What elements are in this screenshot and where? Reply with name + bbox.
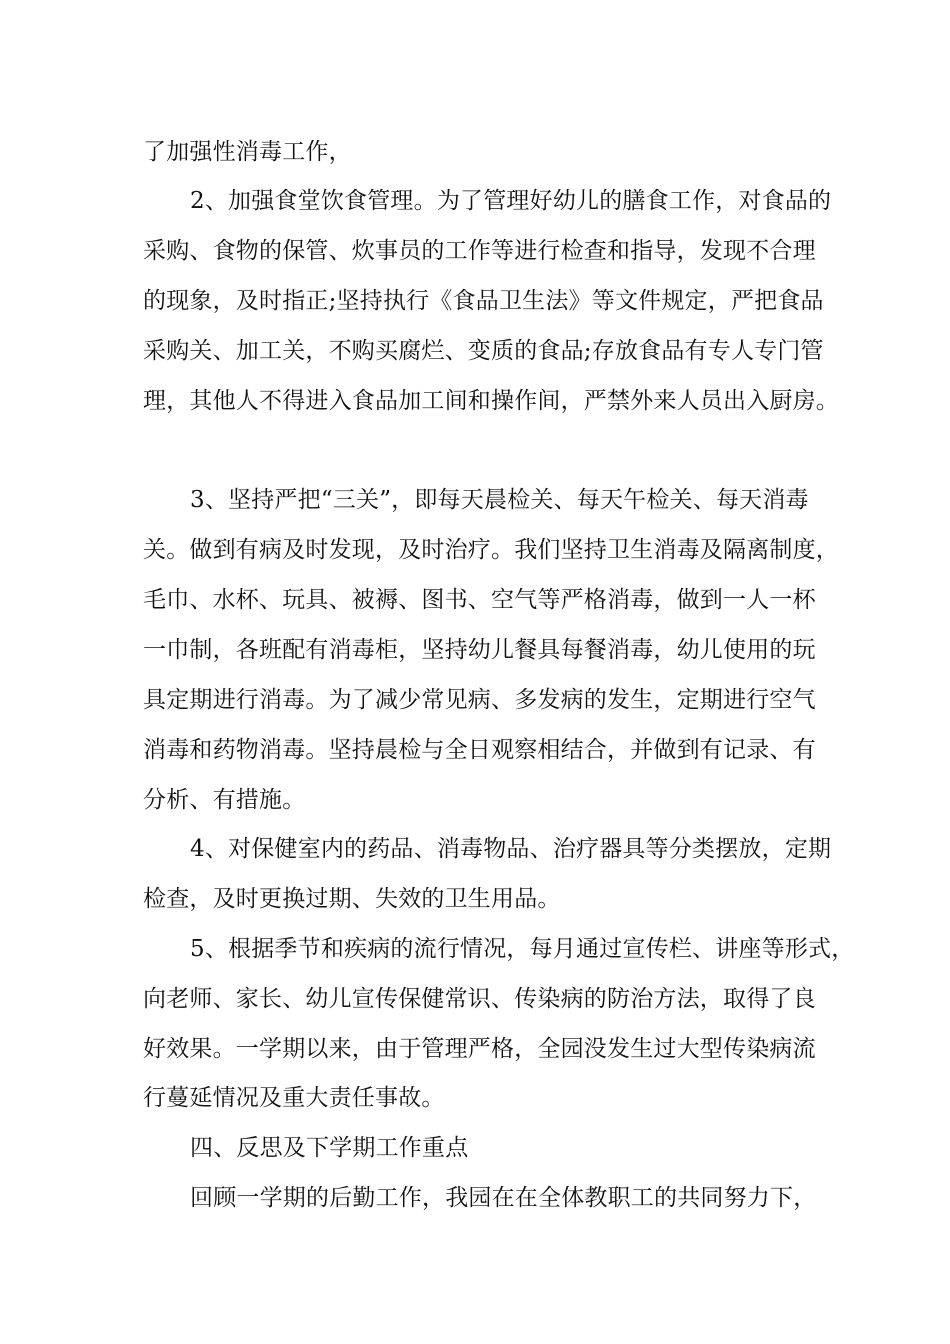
text-line: 行蔓延情况及重大责任事故。 <box>143 1085 445 1111</box>
text-line: 消毒和药物消毒。坚持晨检与全日观察相结合，并做到有记录、有 <box>143 737 816 763</box>
text-line: 的现象，及时指正;坚持执行《食品卫生法》等文件规定，严把食品 <box>143 288 824 314</box>
section-heading: 四、反思及下学期工作重点 <box>190 1135 469 1161</box>
text-line: 检查，及时更换过期、失效的卫生用品。 <box>143 886 561 912</box>
text-line: 回顾一学期的后勤工作，我园在在全体教职工的共同努力下， <box>190 1185 817 1211</box>
text-line: 一巾制，各班配有消毒柜，坚持幼儿餐具每餐消毒，幼儿使用的玩 <box>143 637 816 663</box>
text-line: 采购关、加工关，不购买腐烂、变质的食品;存放食品有专人专门管 <box>143 338 824 364</box>
text-line: 2、加强食堂饮食管理。为了管理好幼儿的膳食工作，对食品的 <box>190 188 832 214</box>
text-line: 好效果。一学期以来，由于管理严格，全园没发生过大型传染病流 <box>143 1036 816 1062</box>
text-line: 毛巾、水杯、玩具、被褥、图书、空气等严格消毒，做到一人一杯 <box>143 587 816 613</box>
text-line: 了加强性消毒工作， <box>143 139 352 165</box>
text-line: 关。做到有病及时发现，及时治疗。我们坚持卫生消毒及隔离制度， <box>143 537 839 563</box>
text-line: 5、根据季节和疾病的流行情况，每月通过宣传栏、讲座等形式， <box>190 936 855 962</box>
text-line: 4、对保健室内的药品、消毒物品、治疗器具等分类摆放，定期 <box>190 836 832 862</box>
text-line: 3、坚持严把“三关”，即每天晨检关、每天午检关、每天消毒 <box>190 487 809 513</box>
text-line: 具定期进行消毒。为了减少常见病、多发病的发生，定期进行空气 <box>143 687 816 713</box>
text-line: 分析、有措施。 <box>143 787 306 813</box>
text-line: 理，其他人不得进入食品加工间和操作间，严禁外来人员出入厨房。 <box>143 388 839 414</box>
text-line: 向老师、家长、幼儿宣传保健常识、传染病的防治方法，取得了良 <box>143 986 816 1012</box>
text-line: 采购、食物的保管、炊事员的工作等进行检查和指导，发现不合理 <box>143 238 816 264</box>
